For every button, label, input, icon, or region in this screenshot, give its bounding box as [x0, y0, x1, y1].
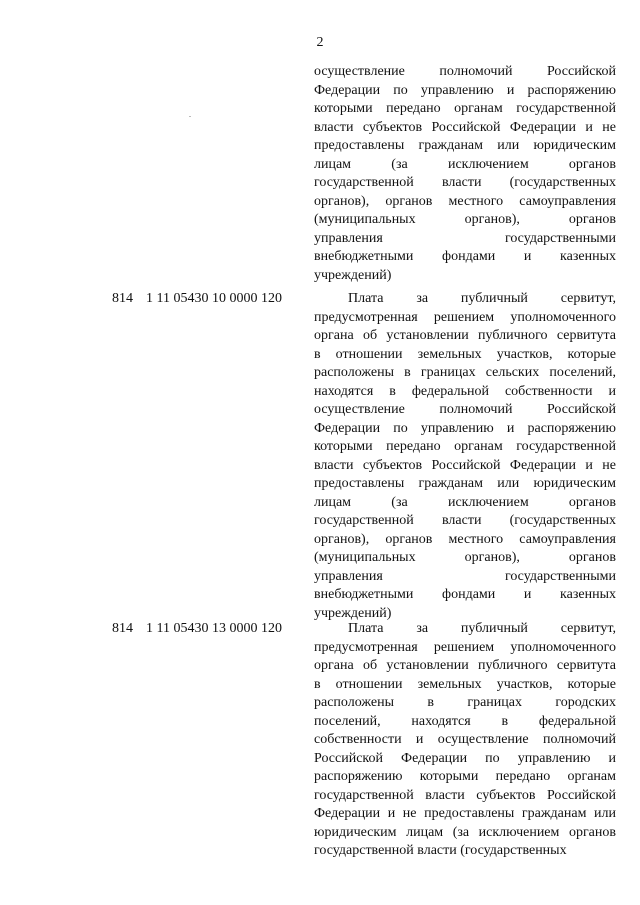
text-line: предоставлены гражданам или юридическим	[314, 476, 616, 491]
text-line: внебюджетными фондами и казенных	[314, 249, 616, 264]
entry-description	[314, 63, 616, 285]
text-line: расположены в границах сельских поселений,	[314, 365, 616, 380]
text-line: находятся в федеральной собственности и	[314, 383, 616, 399]
text-line: предусмотренная решением уполномоченного	[314, 309, 616, 325]
text-line: поселений, находятся в федеральной	[314, 713, 616, 729]
text-line: внебюджетными фондами и казенных	[314, 587, 616, 602]
text-line: власти субъектов Российской Федерации и не	[314, 457, 616, 473]
text-line: управления государственными	[314, 230, 616, 246]
page-number: 2	[316, 35, 324, 50]
text-line: (муниципальных органов), органов	[314, 550, 616, 565]
text-line: расположены в границах городских	[314, 695, 616, 710]
text-line: предоставлены гражданам или юридическим	[314, 138, 616, 153]
text-line: в отношении земельных участков, которые	[314, 676, 616, 692]
text-line: учреждений)	[314, 605, 392, 621]
text-line: органа об установлении публичного сервитута	[314, 658, 616, 673]
text-line: которыми передано органам государственной	[314, 439, 616, 454]
text-line: учреждений)	[314, 267, 392, 283]
text-line: лицам (за исключением органов	[314, 494, 616, 510]
text-line: Федерации по управлению и распоряжению	[314, 420, 616, 436]
entry-description	[314, 620, 616, 861]
admin-code: 814	[112, 621, 133, 636]
text-line: Плата за публичный сервитут,	[348, 621, 616, 636]
text-line: Российской Федерации по управлению и	[314, 750, 616, 766]
budget-classification-code: 1 11 05430 13 0000 120	[146, 621, 282, 636]
text-line: управления государственными	[314, 568, 616, 584]
text-line: осуществление полномочий Российской	[314, 64, 616, 79]
text-line: собственности и осуществление полномочий	[314, 732, 616, 747]
text-line: государственной власти (государственных	[314, 175, 616, 190]
text-line: органа об установлении публичного сервитута	[314, 328, 616, 343]
text-line: государственной власти (государственных	[314, 843, 567, 858]
scan-speck	[189, 116, 191, 117]
entry-description	[314, 290, 616, 623]
text-line: юридическим лицам (за исключением органов	[314, 824, 616, 840]
text-line: предусмотренная решением уполномоченного	[314, 639, 616, 655]
text-line: лицам (за исключением органов	[314, 156, 616, 172]
admin-code: 814	[112, 291, 133, 306]
text-line: в отношении земельных участков, которые	[314, 346, 616, 362]
text-line: органов), органов местного самоуправления	[314, 193, 616, 209]
text-line: власти субъектов Российской Федерации и не	[314, 119, 616, 135]
text-line: Федерации по управлению и распоряжению	[314, 82, 616, 98]
text-line: (муниципальных органов), органов	[314, 212, 616, 227]
text-line: Федерации и не предоставлены гражданам или	[314, 806, 616, 821]
budget-classification-code: 1 11 05430 10 0000 120	[146, 291, 282, 306]
text-line: которыми передано органам государственной	[314, 101, 616, 116]
text-line: осуществление полномочий Российской	[314, 402, 616, 417]
text-line: государственной власти субъектов Российской	[314, 787, 616, 803]
text-line: государственной власти (государственных	[314, 513, 616, 528]
text-line: органов), органов местного самоуправления	[314, 531, 616, 547]
text-line: Плата за публичный сервитут,	[348, 291, 616, 306]
text-line: распоряжению которыми передано органам	[314, 769, 616, 784]
